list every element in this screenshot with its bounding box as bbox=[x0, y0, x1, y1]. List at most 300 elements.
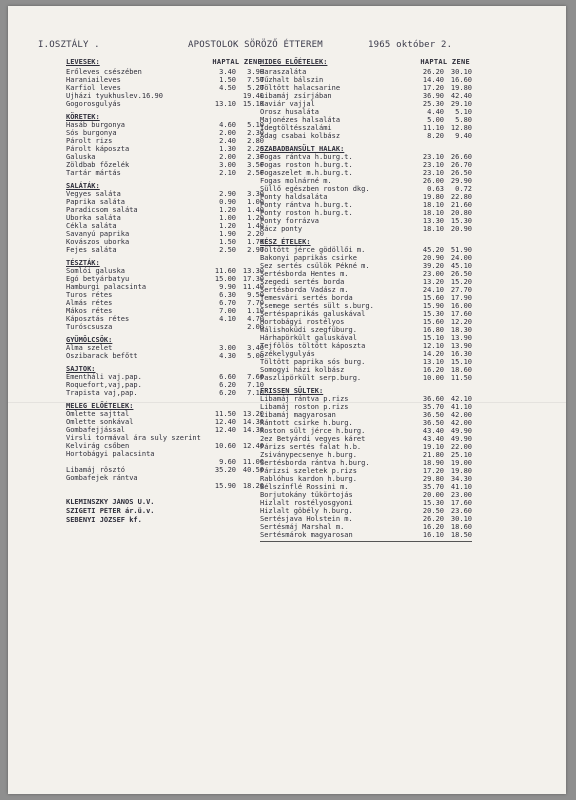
item-name: Ujházi tyukhuslev.16.90 bbox=[66, 92, 163, 100]
item-name: Karfiol leves bbox=[66, 84, 121, 92]
item-name: Sós burgonya bbox=[66, 129, 117, 137]
item-name: Egó betyárbatyu bbox=[66, 275, 130, 283]
item-price-music: 2.20 bbox=[247, 230, 264, 238]
menu-item bbox=[260, 161, 472, 169]
item-price-music: 22.00 bbox=[450, 443, 472, 451]
menu-item bbox=[260, 169, 472, 177]
item-name: Töltött jérce gödöllői m. bbox=[260, 246, 366, 254]
item-price-music: 29.90 bbox=[450, 177, 472, 185]
signature-block bbox=[66, 498, 264, 525]
item-price-music: 2.30 bbox=[247, 129, 264, 137]
item-name: Virsli tormával ára suly szerint bbox=[66, 434, 201, 442]
item-name: Bakonyi paprikás csirke bbox=[260, 254, 357, 262]
item-price-regular: 9.90 bbox=[219, 283, 236, 291]
item-name: Omlette sajttal bbox=[66, 410, 130, 418]
item-price-music: 26.70 bbox=[450, 161, 472, 169]
item-name: Borjutokány tükörtojás bbox=[260, 491, 353, 499]
item-name: Fogas rántva h.burg.t. bbox=[260, 153, 353, 161]
menu-item bbox=[260, 318, 472, 326]
item-name: Sertésborda Vadász m. bbox=[260, 286, 349, 294]
item-name: Fogas roston h.burg.t. bbox=[260, 161, 353, 169]
item-name: Mákos rétes bbox=[66, 307, 113, 315]
item-name: Trapista vaj,pap. bbox=[66, 389, 138, 397]
item-name: Haraszaláta bbox=[260, 68, 307, 76]
item-price-music: 26.50 bbox=[450, 169, 472, 177]
item-price-music: 9.50 bbox=[247, 291, 264, 299]
menu-item bbox=[260, 326, 472, 334]
item-price-music: 7.60 bbox=[247, 373, 264, 381]
menu-item bbox=[260, 435, 472, 443]
item-price-music: 15.10 bbox=[242, 100, 264, 108]
menu-item bbox=[66, 458, 264, 466]
item-name: Libamáj magyarosan bbox=[260, 411, 336, 419]
menu-item bbox=[260, 411, 472, 419]
item-price-regular: 1.50 bbox=[219, 76, 236, 84]
item-price-regular: 16.20 bbox=[422, 366, 444, 374]
menu-item bbox=[66, 206, 264, 214]
item-price-music: 16.30 bbox=[450, 350, 472, 358]
menu-item bbox=[260, 294, 472, 302]
signature-line bbox=[66, 498, 264, 507]
item-price-music: 27.70 bbox=[450, 286, 472, 294]
item-price-music: 17.60 bbox=[450, 499, 472, 507]
item-name: Gogorosgulyás bbox=[66, 100, 121, 108]
item-price-music: 11.40 bbox=[242, 283, 264, 291]
item-price-regular: 15.30 bbox=[422, 499, 444, 507]
item-price-regular: 13.30 bbox=[422, 217, 444, 225]
item-price-music: 45.10 bbox=[450, 262, 472, 270]
item-name: Hortobágyi rostélyos bbox=[260, 318, 345, 326]
item-name: Vegyes saláta bbox=[66, 190, 121, 198]
item-name: Libamáj rösztó bbox=[66, 466, 126, 474]
item-price-regular: 25.30 bbox=[422, 100, 444, 108]
item-price-music: 21.60 bbox=[450, 201, 472, 209]
item-price-music: 12.80 bbox=[450, 124, 472, 132]
item-name: Libamáj roston p.rizs bbox=[260, 403, 349, 411]
item-name: Ponty rántva h.burg.t. bbox=[260, 201, 353, 209]
item-name: Wálishoküdi szegfüburg. bbox=[260, 326, 357, 334]
item-name: 2ez Betyárdi vegyes káret bbox=[260, 435, 366, 443]
item-price-music: 15.10 bbox=[450, 358, 472, 366]
item-price-music: 14.30 bbox=[242, 418, 264, 426]
item-name: Idegtöltésszalámi bbox=[260, 124, 332, 132]
item-price-regular: 36.50 bbox=[422, 411, 444, 419]
item-price-music: 4.70 bbox=[247, 315, 264, 323]
item-price-regular: 6.60 bbox=[219, 373, 236, 381]
price-header: HAPTAL ZENE bbox=[212, 58, 262, 66]
item-name: Galuska bbox=[66, 153, 96, 161]
item-price-regular: 6.70 bbox=[219, 299, 236, 307]
item-price-music: 7.10 bbox=[247, 381, 264, 389]
menu-item bbox=[66, 267, 264, 275]
item-price-regular: 5.00 bbox=[427, 116, 444, 124]
item-price-regular: 11.50 bbox=[214, 410, 236, 418]
menu-item bbox=[66, 161, 264, 169]
item-price-regular: 15.00 bbox=[214, 275, 236, 283]
item-price-music: 7.50 bbox=[247, 76, 264, 84]
item-price-music: 20.80 bbox=[450, 209, 472, 217]
menu-sheet bbox=[8, 6, 566, 794]
menu-item bbox=[260, 515, 472, 523]
item-price-music: 1.40 bbox=[247, 206, 264, 214]
menu-item bbox=[260, 459, 472, 467]
item-price-music: 17.30 bbox=[242, 275, 264, 283]
menu-item bbox=[66, 315, 264, 323]
item-price-music: 18.60 bbox=[450, 523, 472, 531]
item-price-music: 19.80 bbox=[450, 467, 472, 475]
item-price-regular: 18.10 bbox=[422, 225, 444, 233]
item-name: Haraniaileves bbox=[66, 76, 121, 84]
item-name: Hárhapörkült galuskával bbox=[260, 334, 357, 342]
item-price-music: 34.30 bbox=[450, 475, 472, 483]
item-price-music: 3.40 bbox=[247, 344, 264, 352]
item-price-music: 51.90 bbox=[450, 246, 472, 254]
item-price-music: 3.50 bbox=[247, 161, 264, 169]
signature-line bbox=[66, 516, 264, 525]
item-price-regular: 4.60 bbox=[219, 121, 236, 129]
item-name: Somogyi házi kolbász bbox=[260, 366, 345, 374]
item-price-music: 23.60 bbox=[450, 507, 472, 515]
menu-item bbox=[260, 262, 472, 270]
item-name: Uborka saláta bbox=[66, 214, 121, 222]
item-name: Turóscsusza bbox=[66, 323, 113, 331]
item-name: Párizsi szeletek p.rizs bbox=[260, 467, 357, 475]
item-price-regular: 26.20 bbox=[422, 515, 444, 523]
item-price-music: 20.90 bbox=[450, 225, 472, 233]
item-price-music: 2.80 bbox=[247, 137, 264, 145]
item-price-regular: 13.10 bbox=[214, 100, 236, 108]
right-menu-column bbox=[260, 58, 472, 539]
item-price-regular: 18.10 bbox=[422, 201, 444, 209]
item-price-regular: 3.00 bbox=[219, 161, 236, 169]
item-name: Párolt rizs bbox=[66, 137, 113, 145]
menu-item bbox=[66, 323, 264, 331]
item-price-music: 26.60 bbox=[450, 153, 472, 161]
signature-name: KLEMINSZKY JÁNOS U.V. bbox=[66, 498, 155, 506]
item-name: Libamáj zsírjában bbox=[260, 92, 332, 100]
item-name: Orosz husaláta bbox=[260, 108, 320, 116]
item-price-music: 15.20 bbox=[450, 278, 472, 286]
item-name: Paprika saláta bbox=[66, 198, 126, 206]
column-header bbox=[66, 58, 264, 66]
item-price-regular: 10.00 bbox=[422, 374, 444, 382]
item-name: Omlette sonkával bbox=[66, 418, 134, 426]
item-price-music: 3.90 bbox=[247, 68, 264, 76]
item-name: Hamburgi palacsinta bbox=[66, 283, 147, 291]
item-price-regular: 39.20 bbox=[422, 262, 444, 270]
item-price-regular: 10.60 bbox=[214, 442, 236, 450]
item-price-music: 15.30 bbox=[450, 217, 472, 225]
menu-item bbox=[66, 190, 264, 198]
item-name: Káposztás rétes bbox=[66, 315, 130, 323]
item-name: Kelvirág csőben bbox=[66, 442, 130, 450]
menu-item bbox=[260, 217, 472, 225]
item-name: Kovászos uborka bbox=[66, 238, 130, 246]
item-price-regular: 2.00 bbox=[219, 129, 236, 137]
item-price-regular: 4.10 bbox=[219, 315, 236, 323]
menu-item bbox=[260, 278, 472, 286]
item-price-music: 2.00 bbox=[247, 323, 264, 331]
item-price-regular: 3.40 bbox=[219, 68, 236, 76]
item-price-music: 18.20 bbox=[242, 482, 264, 490]
item-price-music: 5.00 bbox=[247, 352, 264, 360]
item-price-regular: 2.40 bbox=[219, 137, 236, 145]
menu-item bbox=[66, 145, 264, 153]
menu-item bbox=[66, 299, 264, 307]
menu-item bbox=[260, 302, 472, 310]
section-title: KÉSZ ÉTELEK: bbox=[260, 238, 311, 246]
item-name: Sertésmáj Marshal m. bbox=[260, 523, 345, 531]
item-price-regular: 23.10 bbox=[422, 153, 444, 161]
item-name: Szegedi sertés borda bbox=[260, 278, 345, 286]
item-price-regular: 6.20 bbox=[219, 389, 236, 397]
item-price-regular: 1.00 bbox=[219, 214, 236, 222]
item-name: Hizlalt göbély h.burg. bbox=[260, 507, 353, 515]
item-price-music: 13.20 bbox=[242, 410, 264, 418]
menu-item bbox=[260, 68, 472, 76]
item-price-music: 29.10 bbox=[450, 100, 472, 108]
menu-item bbox=[66, 450, 264, 458]
item-price-regular: 15.10 bbox=[422, 334, 444, 342]
item-name: Paszlipörkült serp.burg. bbox=[260, 374, 362, 382]
item-price-music: 5.20 bbox=[247, 84, 264, 92]
menu-item bbox=[66, 76, 264, 84]
item-name: Fogaszelet m.h.burg.t. bbox=[260, 169, 353, 177]
menu-item bbox=[260, 76, 472, 84]
item-price-regular: 20.00 bbox=[422, 491, 444, 499]
item-price-regular: 15.90 bbox=[214, 482, 236, 490]
item-price-music: 3.30 bbox=[247, 190, 264, 198]
menu-item bbox=[260, 270, 472, 278]
menu-item bbox=[66, 434, 264, 442]
item-name: Turos rétes bbox=[66, 291, 113, 299]
menu-item bbox=[66, 291, 264, 299]
item-price-music: 2.20 bbox=[247, 145, 264, 153]
item-price-regular: 8.20 bbox=[427, 132, 444, 140]
menu-item bbox=[260, 451, 472, 459]
item-price-regular: 24.10 bbox=[422, 286, 444, 294]
item-price-music: 1.00 bbox=[247, 198, 264, 206]
item-price-regular: 11.10 bbox=[422, 124, 444, 132]
item-price-regular: 13.20 bbox=[422, 278, 444, 286]
item-price-music: 13.90 bbox=[450, 334, 472, 342]
item-price-music: 25.10 bbox=[450, 451, 472, 459]
item-price-regular: 9.60 bbox=[219, 458, 236, 466]
item-name: Fogas molnárné m. bbox=[260, 177, 332, 185]
menu-item bbox=[260, 116, 472, 124]
menu-item bbox=[260, 124, 472, 132]
menu-item bbox=[66, 230, 264, 238]
menu-item bbox=[260, 499, 472, 507]
item-price-regular: 26.20 bbox=[422, 68, 444, 76]
menu-item bbox=[260, 254, 472, 262]
item-price-music: 13.30 bbox=[242, 267, 264, 275]
item-price-regular: 16.20 bbox=[422, 523, 444, 531]
item-price-music: 24.00 bbox=[450, 254, 472, 262]
item-name: Savanyú paprika bbox=[66, 230, 130, 238]
item-price-music: 5.80 bbox=[455, 116, 472, 124]
item-name: Párolt káposzta bbox=[66, 145, 130, 153]
menu-item bbox=[260, 100, 472, 108]
item-name: Hizlalt rostélyosgyoni bbox=[260, 499, 353, 507]
menu-item bbox=[66, 381, 264, 389]
item-name: Cékla saláta bbox=[66, 222, 117, 230]
menu-item bbox=[260, 483, 472, 491]
item-price-regular: 15.60 bbox=[422, 318, 444, 326]
item-price-music: 19.00 bbox=[450, 459, 472, 467]
item-price-music: 12.20 bbox=[450, 318, 472, 326]
item-name: Libamáj rántva p.rizs bbox=[260, 395, 349, 403]
item-price-music: 11.00 bbox=[242, 458, 264, 466]
item-price-regular: 12.10 bbox=[422, 342, 444, 350]
item-price-regular: 17.20 bbox=[422, 467, 444, 475]
item-price-music: 7.70 bbox=[247, 299, 264, 307]
item-name: Temesvári sertés borda bbox=[260, 294, 353, 302]
menu-item bbox=[260, 358, 472, 366]
item-name: Alma szelet bbox=[66, 344, 113, 352]
item-price-regular: 23.00 bbox=[422, 270, 444, 278]
menu-date: 1965 október 2. bbox=[368, 40, 453, 50]
item-price-music: 42.00 bbox=[450, 411, 472, 419]
bottom-rule bbox=[260, 541, 472, 542]
menu-item bbox=[260, 443, 472, 451]
menu-item bbox=[260, 491, 472, 499]
item-price-regular: 36.60 bbox=[422, 395, 444, 403]
item-price-music: 42.10 bbox=[450, 395, 472, 403]
item-price-music: 5.10 bbox=[455, 108, 472, 116]
restaurant-name: APOSTOLOK SÖRÖZŐ ÉTTEREM bbox=[188, 40, 323, 50]
item-price-regular: 15.30 bbox=[422, 310, 444, 318]
item-price-regular: 36.50 bbox=[422, 419, 444, 427]
menu-item bbox=[260, 350, 472, 358]
item-price-music: 19.40 bbox=[242, 92, 264, 100]
price-header: HAPTAL ZENE bbox=[420, 58, 470, 66]
menu-item bbox=[260, 366, 472, 374]
menu-item bbox=[66, 222, 264, 230]
item-name: Tartár mártás bbox=[66, 169, 121, 177]
menu-item bbox=[66, 418, 264, 426]
signature-line bbox=[66, 507, 264, 516]
item-price-regular: 36.90 bbox=[422, 92, 444, 100]
item-name: Őszibarack befőtt bbox=[66, 352, 138, 360]
item-name: Csemege sertés sült s.burg. bbox=[260, 302, 374, 310]
item-price-regular: 0.90 bbox=[219, 198, 236, 206]
item-price-music: 1.10 bbox=[247, 307, 264, 315]
menu-item bbox=[66, 442, 264, 450]
menu-item bbox=[260, 132, 472, 140]
section-title: SALÁTÁK: bbox=[66, 182, 100, 190]
item-price-regular: 19.80 bbox=[422, 193, 444, 201]
department-label: I.OSZTÁLY . bbox=[38, 40, 100, 50]
menu-item bbox=[260, 225, 472, 233]
item-price-music: 17.90 bbox=[450, 294, 472, 302]
item-name: Sertésjava Holstein m. bbox=[260, 515, 353, 523]
menu-item bbox=[260, 310, 472, 318]
item-price-music: 1.20 bbox=[247, 214, 264, 222]
item-price-regular: 35.70 bbox=[422, 483, 444, 491]
item-price-regular: 0.63 bbox=[427, 185, 444, 193]
item-price-music: 18.60 bbox=[450, 366, 472, 374]
menu-item bbox=[66, 373, 264, 381]
item-price-regular: 2.10 bbox=[219, 169, 236, 177]
item-name: Ementháli vaj.pap. bbox=[66, 373, 142, 381]
menu-item bbox=[260, 209, 472, 217]
menu-item bbox=[260, 177, 472, 185]
item-price-regular: 6.20 bbox=[219, 381, 236, 389]
menu-item bbox=[260, 108, 472, 116]
item-name: Rablóhus kardon h.burg. bbox=[260, 475, 357, 483]
item-price-regular: 26.00 bbox=[422, 177, 444, 185]
item-name: Roquefort,vaj,pap. bbox=[66, 381, 142, 389]
item-name: Zsiványpecsenye h.burg. bbox=[260, 451, 357, 459]
item-price-regular: 20.50 bbox=[422, 507, 444, 515]
menu-item bbox=[260, 246, 472, 254]
menu-item bbox=[66, 100, 264, 108]
item-price-regular: 15.90 bbox=[422, 302, 444, 310]
item-price-regular: 11.60 bbox=[214, 267, 236, 275]
item-price-regular: 14.40 bbox=[422, 76, 444, 84]
item-name: Almás rétes bbox=[66, 299, 113, 307]
item-name: Kaviár vajjal bbox=[260, 100, 315, 108]
menu-item bbox=[66, 426, 264, 434]
item-name: Paradicsom saláta bbox=[66, 206, 138, 214]
item-price-regular: 13.10 bbox=[422, 358, 444, 366]
item-name: Erőleves csészében bbox=[66, 68, 142, 76]
page-header bbox=[38, 40, 538, 52]
item-price-regular: 1.50 bbox=[219, 238, 236, 246]
item-price-regular: 4.50 bbox=[219, 84, 236, 92]
menu-item bbox=[66, 307, 264, 315]
item-name: Töltött halacsarine bbox=[260, 84, 341, 92]
item-price-music: 49.90 bbox=[450, 427, 472, 435]
item-price-music: 42.00 bbox=[450, 419, 472, 427]
left-menu-column bbox=[66, 58, 264, 525]
section-title: TÉSZTÁK: bbox=[66, 259, 100, 267]
item-price-regular: 3.00 bbox=[219, 344, 236, 352]
item-price-regular: 18.90 bbox=[422, 459, 444, 467]
item-name: Rántott csirke h.burg. bbox=[260, 419, 353, 427]
item-name: Majonézes halsaláta bbox=[260, 116, 341, 124]
item-name: Hortobágyi palacsinta bbox=[66, 450, 155, 458]
menu-item bbox=[66, 246, 264, 254]
item-name: Sertésborda Hentes m. bbox=[260, 270, 349, 278]
item-price-regular: 23.10 bbox=[422, 169, 444, 177]
item-price-music: 11.50 bbox=[450, 374, 472, 382]
menu-item bbox=[260, 201, 472, 209]
menu-item bbox=[260, 507, 472, 515]
item-name: Hasáb burgonya bbox=[66, 121, 126, 129]
item-name: Süllő egészben roston dkg. bbox=[260, 185, 370, 193]
item-name: Párizs sertés falat h.b. bbox=[260, 443, 362, 451]
item-price-regular: 18.10 bbox=[422, 209, 444, 217]
item-price-regular: 1.20 bbox=[219, 206, 236, 214]
item-price-music: 1.70 bbox=[247, 238, 264, 246]
item-price-music: 40.50 bbox=[242, 466, 264, 474]
item-price-regular: 2.00 bbox=[219, 153, 236, 161]
item-price-regular: 19.10 bbox=[422, 443, 444, 451]
item-price-music: 2.90 bbox=[247, 246, 264, 254]
menu-item bbox=[66, 474, 264, 482]
menu-item bbox=[66, 283, 264, 291]
item-name: Töltött paprika sós burg. bbox=[260, 358, 366, 366]
menu-item bbox=[66, 352, 264, 360]
item-price-regular: 21.80 bbox=[422, 451, 444, 459]
item-price-music: 13.90 bbox=[450, 342, 472, 350]
menu-item bbox=[66, 389, 264, 397]
menu-item bbox=[66, 92, 264, 100]
item-name: Somlói galuska bbox=[66, 267, 126, 275]
item-price-music: 41.10 bbox=[450, 403, 472, 411]
